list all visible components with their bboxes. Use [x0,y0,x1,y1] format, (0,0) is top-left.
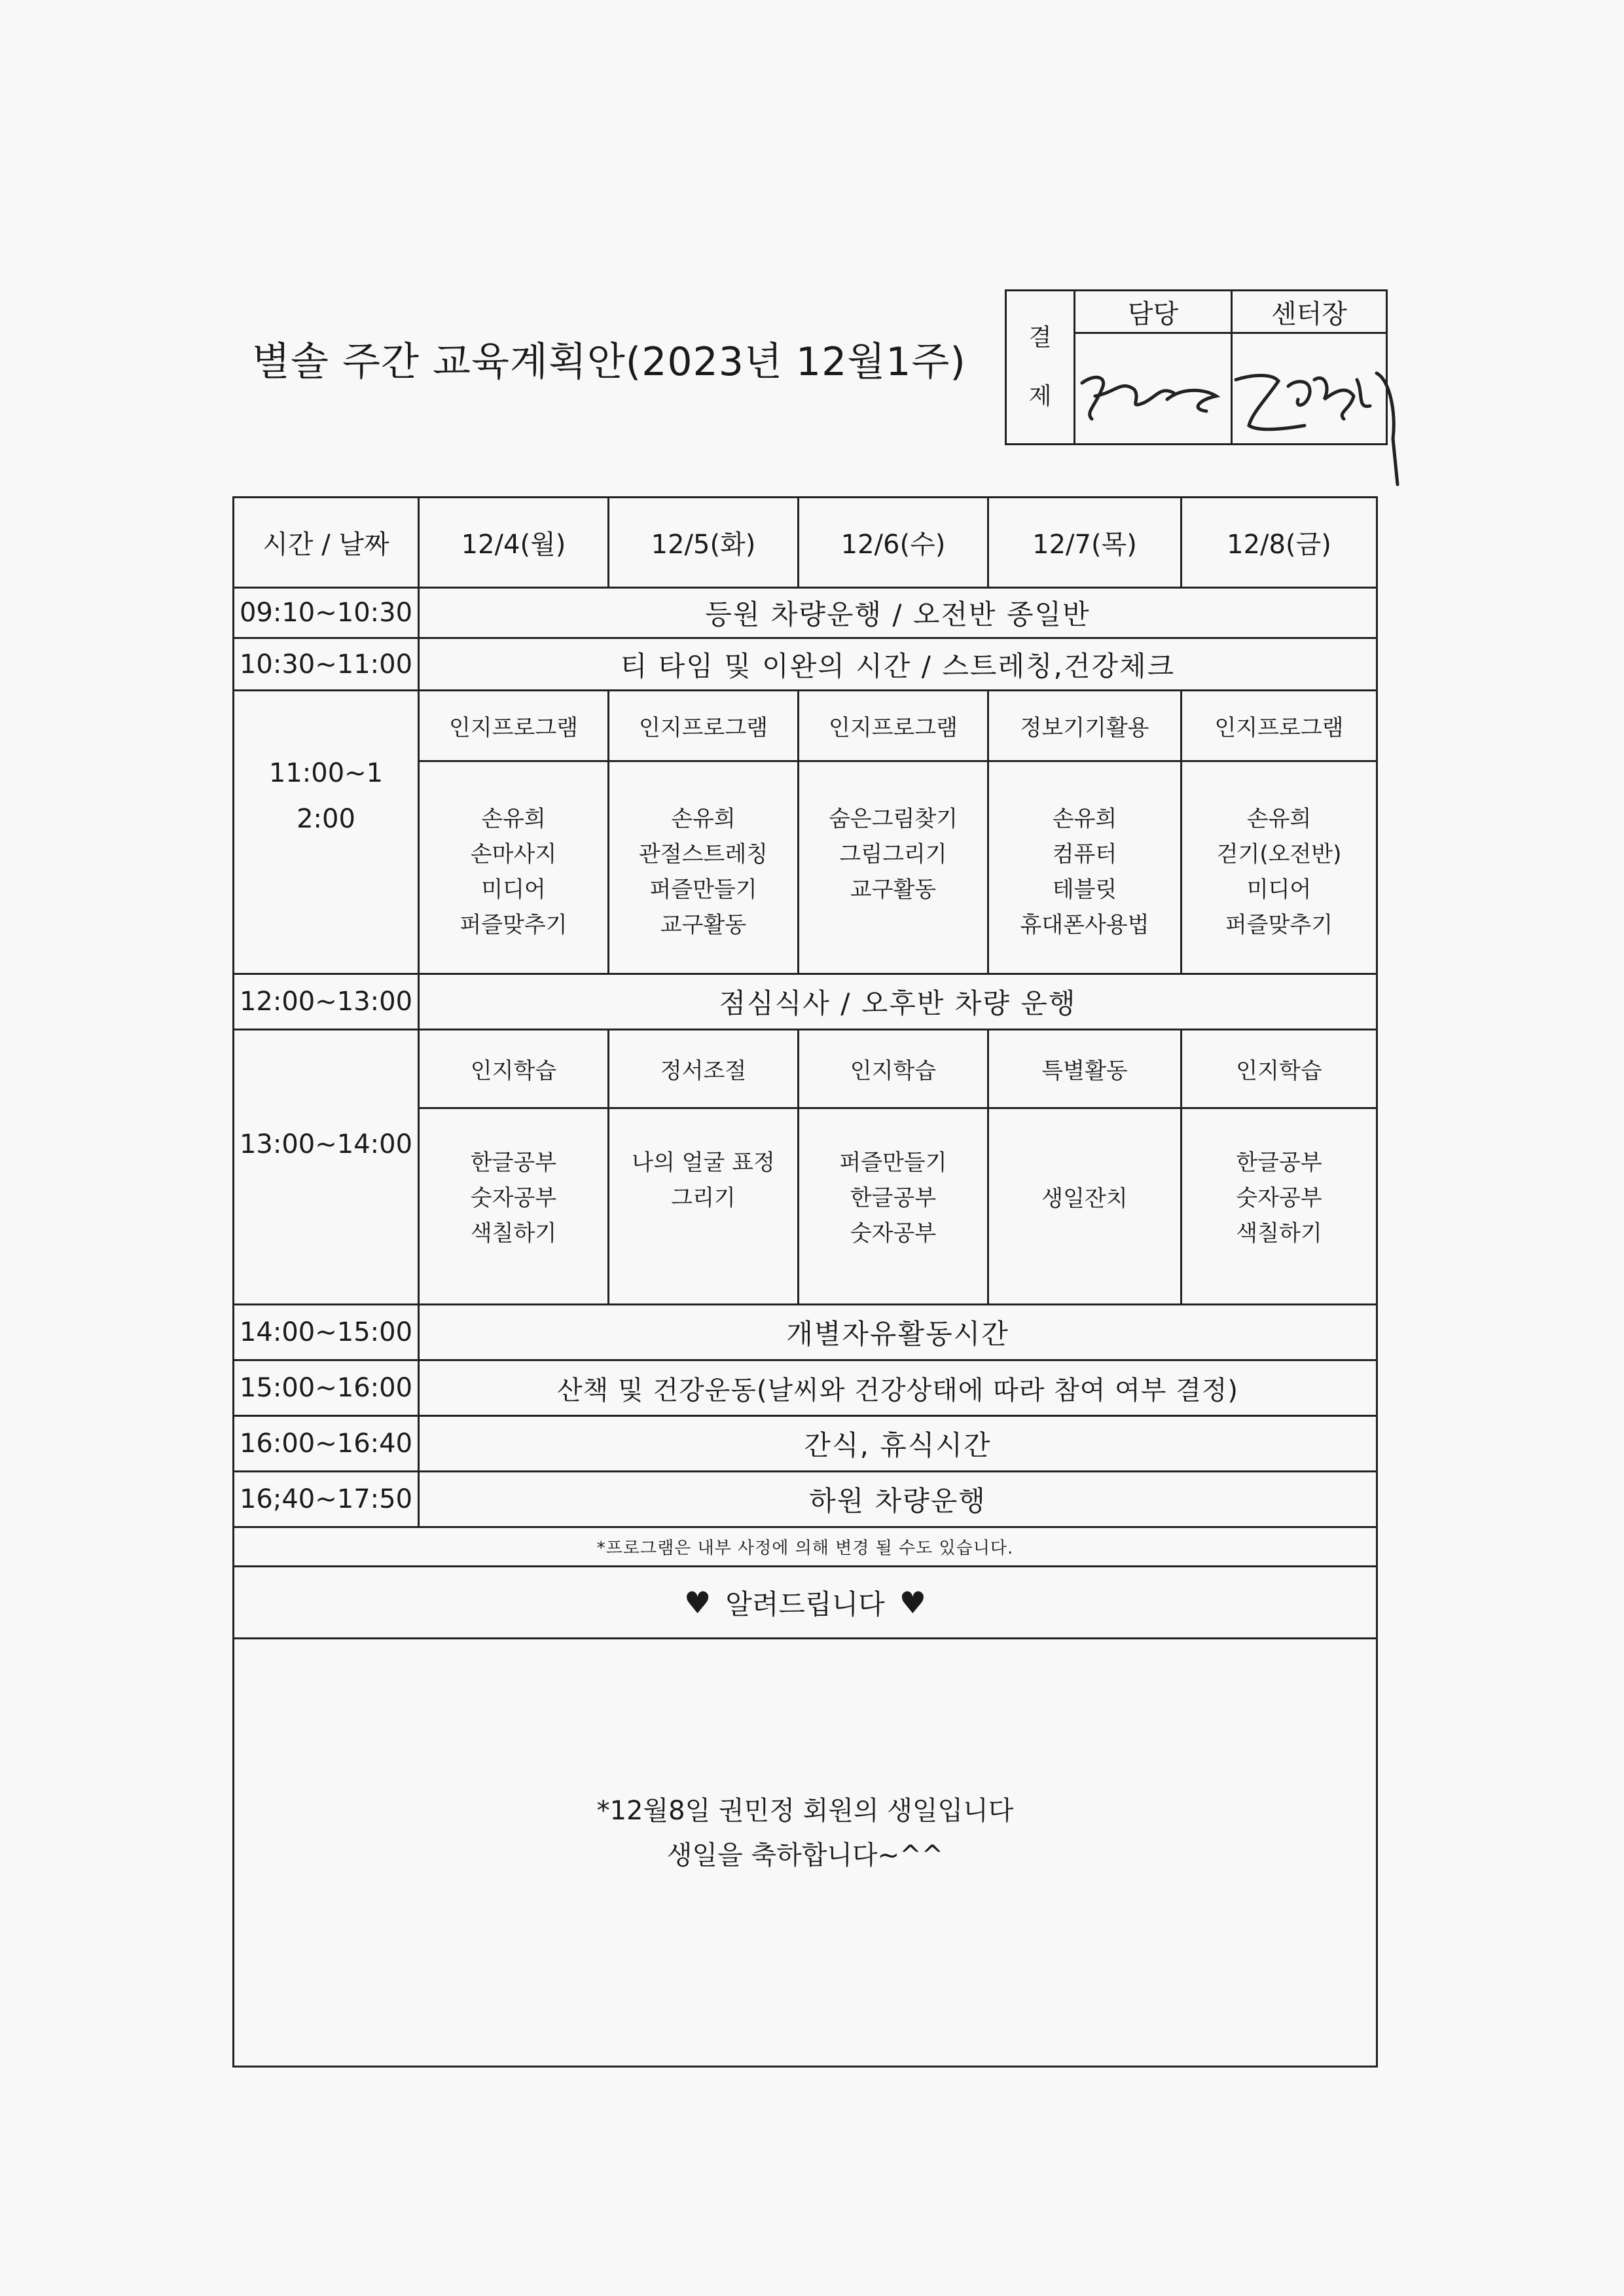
header-day-mon: 12/4(월) [461,530,566,560]
detail-line: 숨은그림찾기 [828,806,958,832]
approval-role-director: 센터장 [1233,291,1386,334]
detail-line: 한글공부 [470,1150,557,1176]
time-slot: 13:00~14:00 [239,1129,413,1159]
detail-line: 퍼즐맞추기 [1225,912,1333,938]
program-details [420,1109,607,1303]
activity-span: 하원 차량운행 [809,1485,986,1517]
detail-line: 그림그리기 [839,841,947,867]
header-day-thu: 12/7(목) [1032,530,1137,560]
detail-line: 관절스트레칭 [638,841,768,867]
time-slot: 10:30~11:00 [239,649,413,680]
heart-icon: ♥ [899,1584,926,1620]
heart-icon: ♥ [684,1584,712,1620]
detail-line: 한글공부 [1236,1150,1322,1176]
detail-line: 손마사지 [470,841,557,867]
program-details [799,1109,987,1303]
program-details [609,762,797,973]
program-name: 인지학습 [1236,1058,1322,1084]
notice-heading [234,1567,1376,1637]
activity-span: 티 타임 및 이완의 시간 / 스트레칭,건강체크 [620,649,1176,682]
header-day-wed: 12/6(수) [840,530,946,560]
approval-role-staff: 담당 [1075,291,1233,334]
time-slot: 16:00~16:40 [239,1429,413,1459]
detail-line: 나의 얼굴 표정 [632,1150,775,1176]
activity-span: 개별자유활동시간 [786,1318,1009,1350]
program-name: 정보기기활용 [1020,715,1149,741]
program-details [1182,1109,1376,1303]
detail-line: 걷기(오전반) [1216,841,1342,867]
detail-line: 손유희 [671,806,736,832]
detail-line: 미디어 [1246,877,1312,903]
activity-span: 등원 차량운행 / 오전반 종일반 [705,598,1091,630]
program-name: 정서조절 [660,1058,747,1084]
program-details [989,762,1180,973]
notice-body [234,1639,1376,2066]
staff-signature [1075,334,1233,445]
program-details [1182,762,1376,973]
detail-line: 테블릿 [1052,877,1117,903]
detail-line: 손유희 [1246,806,1312,832]
time-slot: 12:00~13:00 [239,987,413,1017]
notice-line: *12월8일 권민정 회원의 생일입니다 [596,1795,1014,1826]
detail-line: 색칠하기 [1236,1220,1322,1247]
approval-label-2: 제 [1028,383,1052,410]
detail-line: 퍼즐만들기 [839,1150,947,1176]
time-slot [234,691,418,973]
detail-line: 한글공부 [850,1185,937,1211]
change-notice: *프로그램은 내부 사정에 의해 변경 될 수도 있습니다. [596,1539,1014,1558]
detail-line: 교구활동 [850,877,937,903]
document-title: 별솔 주간 교육계획안(2023년 12월1주) [252,339,966,385]
detail-line: 컴퓨터 [1052,841,1117,867]
detail-line: 퍼즐맞추기 [460,912,568,938]
time-slot-line: 11:00~1 [268,758,384,788]
time-slot-line: 2:00 [297,804,355,834]
time-slot: 09:10~10:30 [239,598,413,628]
program-name: 인지프로그램 [638,715,768,741]
header-time-date: 시간 / 날짜 [262,530,389,560]
detail-line: 손유희 [481,806,546,832]
time-slot: 16;40~17:50 [239,1484,413,1514]
detail-line: 숫자공부 [1236,1185,1322,1211]
detail-line: 숫자공부 [470,1185,557,1211]
program-details [609,1109,797,1303]
header-day-fri: 12/8(금) [1227,530,1331,560]
detail-line: 교구활동 [660,912,747,938]
time-slot: 14:00~15:00 [239,1317,413,1347]
detail-line: 생일잔치 [1041,1186,1128,1212]
program-name: 인지프로그램 [1214,715,1344,741]
detail-line: 휴대폰사용법 [1020,912,1149,938]
program-name: 인지프로그램 [828,715,958,741]
schedule-table [232,496,1378,2068]
program-name: 인지학습 [850,1058,937,1084]
detail-line: 색칠하기 [470,1220,557,1247]
header-day-tue: 12/5(화) [651,530,756,560]
program-name: 인지학습 [470,1058,557,1084]
notice-line: 생일을 축하합니다~^^ [666,1840,944,1870]
detail-line: 손유희 [1052,806,1117,832]
notice-heading-text: 알려드립니다 [725,1588,885,1620]
activity-span: 산책 및 건강운동(날씨와 건강상태에 따라 참여 여부 결정) [557,1375,1238,1406]
program-details [799,762,987,973]
time-slot: 15:00~16:00 [239,1373,413,1403]
approval-box [1005,289,1388,445]
activity-span: 간식, 휴식시간 [804,1429,992,1461]
director-signature [1233,334,1386,445]
program-details [420,762,607,973]
activity-span: 점심식사 / 오후반 차량 운행 [719,987,1077,1019]
detail-line: 퍼즐만들기 [649,877,757,903]
detail-line: 그리기 [671,1185,736,1211]
approval-label-1: 결 [1028,324,1052,351]
approval-side-label [1007,291,1075,443]
program-name: 인지프로그램 [448,715,579,741]
program-details [989,1109,1180,1303]
detail-line: 숫자공부 [850,1220,937,1247]
program-name: 특별활동 [1041,1058,1128,1084]
detail-line: 미디어 [481,877,546,903]
